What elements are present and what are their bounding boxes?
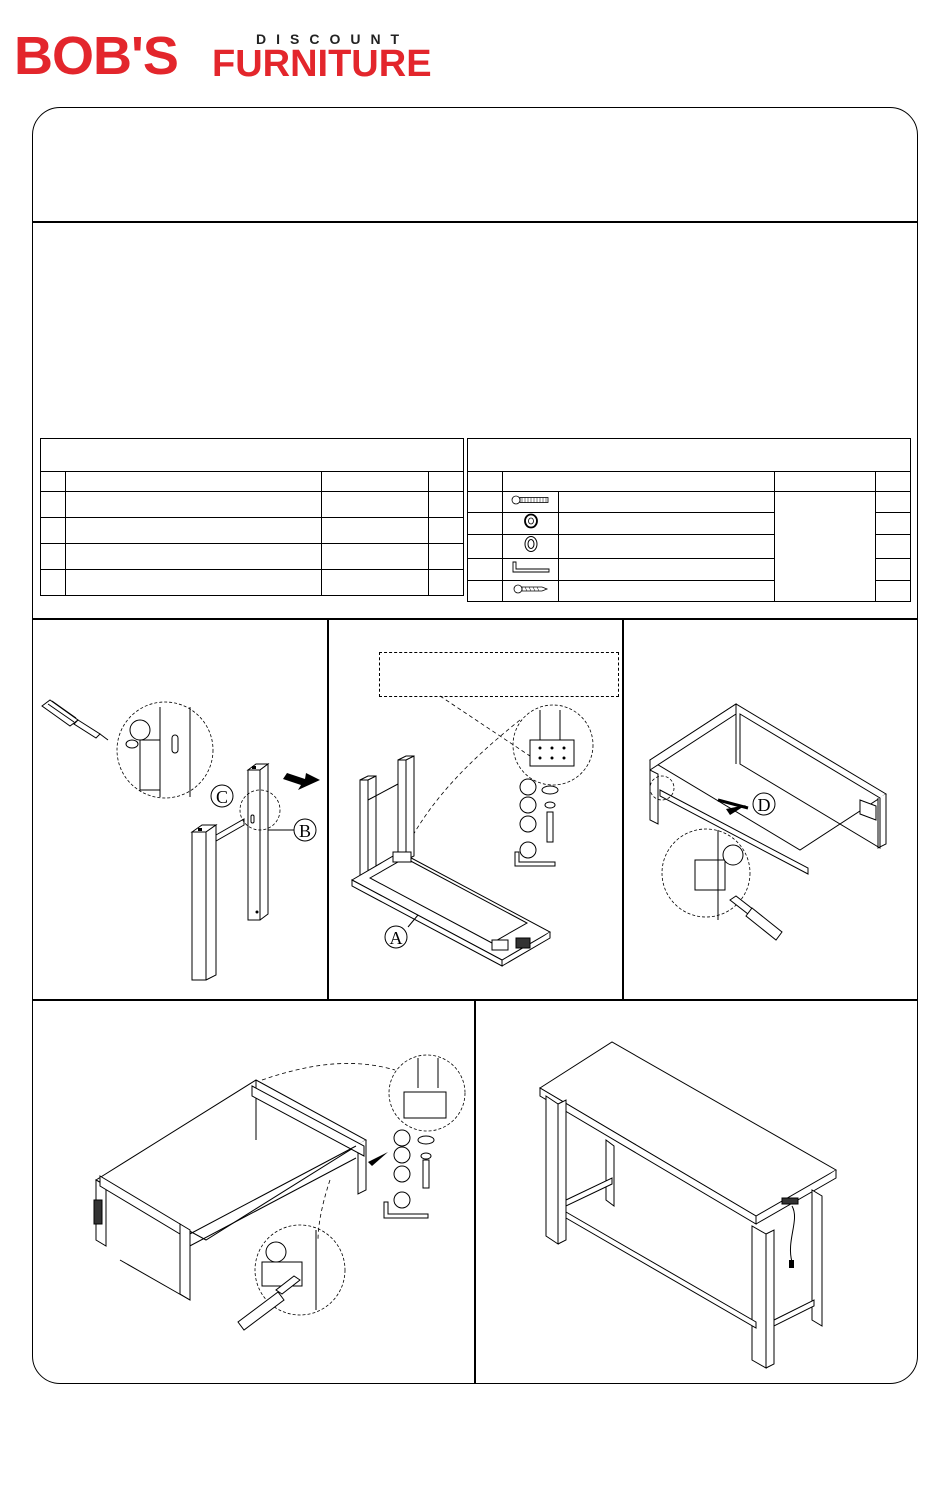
step-4-illustration <box>34 1001 474 1381</box>
table-row <box>41 544 464 570</box>
flat-washer-icon <box>523 535 539 553</box>
part-a-label: A <box>389 928 403 948</box>
table-row <box>41 570 464 596</box>
table-row <box>41 518 464 544</box>
wood-screw-icon <box>513 583 549 595</box>
lock-washer-icon <box>523 513 539 529</box>
table-row <box>41 492 464 518</box>
allen-key-icon <box>510 559 552 575</box>
step-3-illustration <box>624 620 917 998</box>
part-d-label: D <box>757 795 771 815</box>
brand-logo <box>12 24 442 84</box>
header-divider <box>32 221 918 223</box>
hardware-list-table <box>467 438 911 602</box>
logo-furniture-text: FURNITURE <box>212 43 432 84</box>
step-1-illustration <box>34 620 326 998</box>
finished-table-illustration <box>476 1001 917 1381</box>
long-bolt-icon <box>511 494 551 506</box>
table-row <box>468 492 911 513</box>
screwdriver-icon <box>730 896 782 940</box>
hardware-table-header <box>468 439 911 472</box>
part-b-label: B <box>298 821 312 841</box>
parts-list-table <box>40 438 464 596</box>
screwdriver-icon <box>42 700 108 740</box>
step-2-illustration <box>329 620 621 998</box>
part-c-label: C <box>215 787 229 807</box>
parts-table-header <box>41 439 464 472</box>
logo-bobs-text: BOB'S <box>14 26 178 84</box>
logo-discount-text: DISCOUNT <box>256 31 410 47</box>
